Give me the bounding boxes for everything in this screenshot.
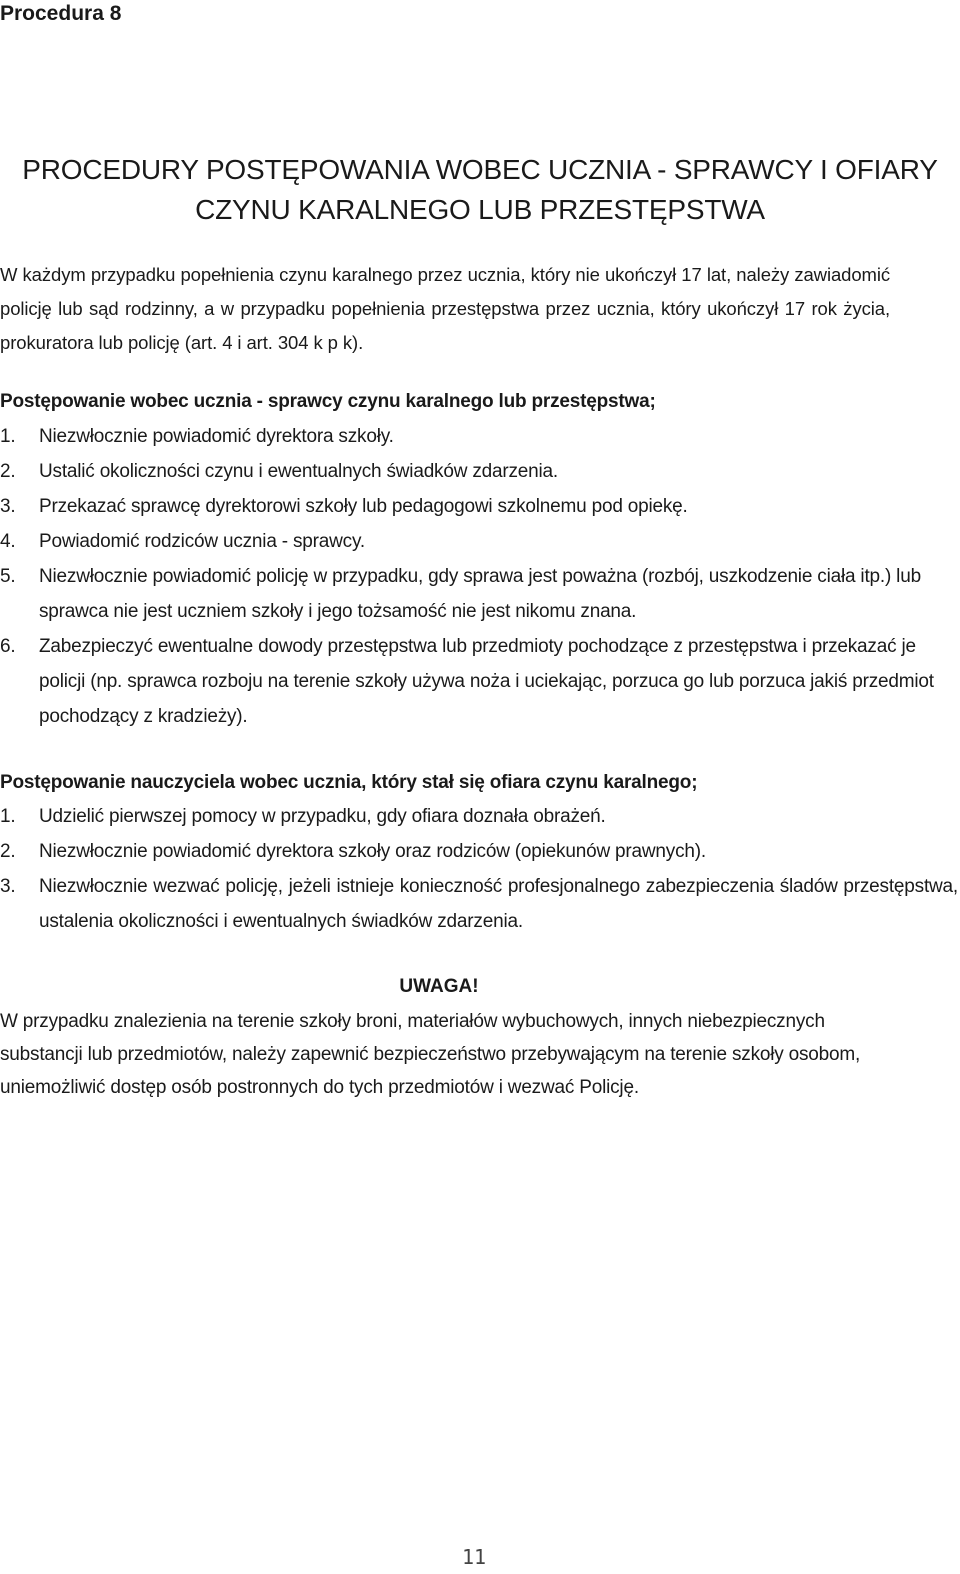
intro-paragraph: W każdym przypadku popełnienia czynu karalnego przez ucznia, który nie ukończył 17 lat, należy zawiadomić policję lub sąd rodzinny, a w przypadku popełnienia przestępstwa przez ucznia, który ukończył 17 rok życia, prokuratora lub policję (art. 4 i art. 304 k p k). <box>0 264 890 353</box>
victim-steps-list <box>0 799 958 939</box>
list-item-number: 5. <box>0 566 16 587</box>
list-item <box>0 419 958 454</box>
list-item-number: 6. <box>0 636 16 657</box>
list-item <box>0 799 958 834</box>
list-item-text: Niezwłocznie wezwać policję, jeżeli istnieje konieczność profesjonalnego zabezpieczenia śladów przestępstwa, ustalenia okoliczności i ewentualnych świadków zdarzenia. <box>39 876 958 932</box>
list-item <box>0 524 958 559</box>
list-item <box>0 834 958 869</box>
perpetrator-steps-list <box>0 419 958 734</box>
list-item-text: Ustalić okoliczności czynu i ewentualnych świadków zdarzenia. <box>39 461 558 482</box>
list-item-text: Niezwłocznie powiadomić dyrektora szkoły oraz rodziców (opiekunów prawnych). <box>39 841 706 862</box>
list-item-text: Udzielić pierwszej pomocy w przypadku, gdy ofiara doznała obrażeń. <box>39 806 606 827</box>
perpetrator-section-heading: Postępowanie wobec ucznia - sprawcy czynu karalnego lub przestępstwa; <box>0 391 656 412</box>
list-item-text: Zabezpieczyć ewentualne dowody przestępstwa lub przedmioty pochodzące z przestępstwa i przekazać je policji (np. sprawca rozboju na terenie szkoły używa noża i uciekając, porzuca go lub porzuca jakiś przedmiot pochodzący z kradzieży). <box>39 636 934 727</box>
list-item-text: Powiadomić rodziców ucznia - sprawcy. <box>39 531 365 552</box>
title-line-1: PROCEDURY POSTĘPOWANIA WOBEC UCZNIA - SPRAWCY I OFIARY <box>22 154 938 185</box>
list-item-number: 1. <box>0 426 16 447</box>
warning-line-1: W przypadku znalezienia na terenie szkoły broni, materiałów wybuchowych, innych niebezpiecznych <box>0 1011 825 1032</box>
victim-section-heading: Postępowanie nauczyciela wobec ucznia, który stał się ofiara czynu karalnego; <box>0 772 698 793</box>
list-item <box>0 489 958 524</box>
list-item-text: Niezwłocznie powiadomić policję w przypadku, gdy sprawa jest poważna (rozbój, uszkodzenie ciała itp.) lub sprawca nie jest uczniem szkoły i jego tożsamość nie jest nikomu znana. <box>39 566 921 622</box>
list-item-number: 3. <box>0 876 16 897</box>
procedure-label: Procedura 8 <box>0 2 122 25</box>
warning-paragraph <box>0 1005 900 1104</box>
list-item-number: 3. <box>0 496 16 517</box>
list-item-text: Niezwłocznie powiadomić dyrektora szkoły. <box>39 426 394 447</box>
warning-title: UWAGA! <box>399 976 479 997</box>
page-title <box>0 150 960 230</box>
page-number: 11 <box>462 1545 487 1569</box>
list-item-number: 1. <box>0 806 16 827</box>
warning-line-2: substancji lub przedmiotów, należy zapewnić bezpieczeństwo przebywającym na terenie szkoły osobom, <box>0 1044 861 1065</box>
list-item <box>0 869 958 939</box>
list-item-number: 2. <box>0 461 16 482</box>
list-item <box>0 629 958 734</box>
list-item-text: Przekazać sprawcę dyrektorowi szkoły lub pedagogowi szkolnemu pod opiekę. <box>39 496 688 517</box>
warning-line-3: uniemożliwić dostęp osób postronnych do tych przedmiotów i wezwać Policję. <box>0 1077 639 1098</box>
list-item-number: 2. <box>0 841 16 862</box>
list-item <box>0 559 958 629</box>
list-item <box>0 454 958 489</box>
title-line-2: CZYNU KARALNEGO LUB PRZESTĘPSTWA <box>195 194 765 225</box>
list-item-number: 4. <box>0 531 16 552</box>
